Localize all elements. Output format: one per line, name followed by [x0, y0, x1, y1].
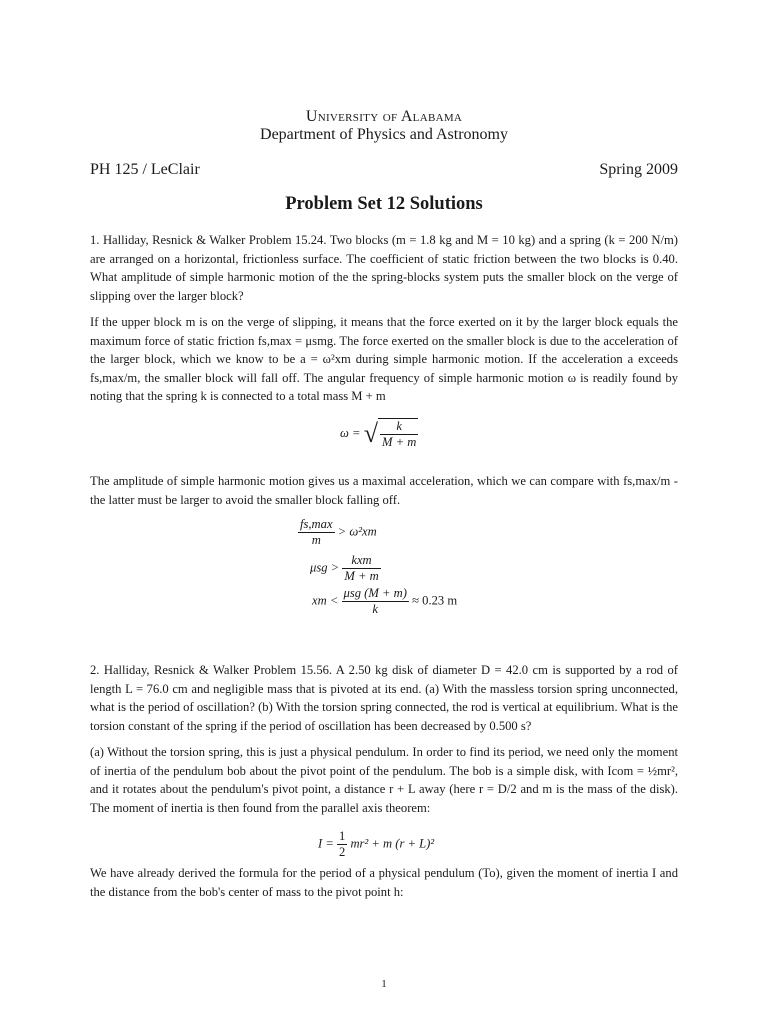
inequality-3 [312, 586, 457, 617]
page-number: 1 [381, 978, 387, 990]
problem2-statement: 2. Halliday, Resnick & Walker Problem 15.56. A 2.50 kg disk of diameter D = 42.0 cm is supported by a rod of length L = 76.0 cm and negligible mass that is pivoted at its end. (a) With the massless torsion spring unconnected, what is the period of oscillation? (b) With the torsion spring connected, the rod is vertical at equilibrium. What is the torsion constant of the spring if the period of oscillation has been decreased by 0.500 s? [90, 663, 678, 733]
ineq1-fraction [298, 517, 335, 548]
problem2-solution-b: We have already derived the formula for the period of a physical pendulum (To), given the moment of inertia I and the distance from the bob's center of mass to the pivot point h: [90, 866, 678, 899]
inertia-denominator: 2 [339, 845, 346, 859]
problem1-statement: 1. Halliday, Resnick & Walker Problem 15.24. Two blocks (m = 1.8 kg and M = 10 kg) and a spring (k = 200 N/m) are arranged on a horizontal, frictionless surface. The coefficient of static friction between the two blocks is 0.40. What amplitude of simple harmonic motion of the the spring-blocks system puts the smaller block on the verge of slipping over the larger block? [90, 233, 678, 303]
inequality-1 [298, 517, 377, 548]
university-name: University of Alabama [305, 108, 463, 125]
omega-equation [340, 418, 418, 450]
ineq2-denominator: M + m [344, 569, 379, 583]
ineq1-rhs: > ω²xm [337, 524, 377, 539]
radical-sign: √ [363, 419, 378, 448]
problem2-solution-a: (a) Without the torsion spring, this is just a physical pendulum. In order to find its period, we need only the moment of inertia of the pendulum bob about the pivot point of the pendulum. The bob is a simple disk, with Icom = ½mr², and it rotates about the pendulum's pivot point, a distance r + L away (here r = D/2 and m is the mass of the disk). The moment of inertia is then found from the parallel axis theorem: [90, 745, 678, 815]
ineq3-rhs: ≈ 0.23 m [412, 593, 458, 608]
square-root [364, 418, 419, 450]
inertia-lhs: I = [318, 836, 334, 851]
ineq2-numerator: kxm [342, 553, 380, 569]
ineq2-fraction [342, 553, 380, 584]
problem1-solution-paragraph1: If the upper block m is on the verge of slipping, it means that the force exerted on it by the larger block equals the maximum force of static friction fs,max = μsmg. The force exerted on the smaller block is due to the acceleration of the larger block, which we know to be a = ω²xm during simple harmonic motion. If the acceleration a exceeds fs,max/m, the smaller block will fall off. The angular frequency of simple harmonic motion ω is readily found by noting that the spring k is connected to a total mass M + m [90, 315, 678, 404]
ineq1-numerator: fs,max [300, 517, 333, 531]
ineq3-lhs: xm < [312, 593, 339, 608]
inertia-half-fraction [337, 829, 347, 860]
inertia-numerator: 1 [339, 829, 346, 843]
course-code: PH 125 / LeClair [90, 161, 200, 178]
department-name: Department of Physics and Astronomy [260, 126, 508, 143]
ineq1-denominator: m [311, 533, 321, 547]
page-title: Problem Set 12 Solutions [285, 194, 483, 214]
ineq3-numerator: μsg (M + m) [343, 586, 407, 600]
problem1-solution-paragraph2: The amplitude of simple harmonic motion gives us a maximal acceleration, which we can compare with fs,max/m - the latter must be larger to avoid the smaller block falling off. [90, 474, 678, 507]
omega-denominator: M + m [381, 435, 417, 449]
ineq2-lhs: μsg > [310, 560, 340, 575]
omega-numerator: k [380, 419, 418, 435]
inertia-equation [318, 829, 434, 860]
omega-fraction [380, 419, 418, 450]
term-label: Spring 2009 [599, 161, 678, 178]
inequality-2 [310, 553, 381, 584]
ineq3-denominator: k [372, 602, 379, 616]
inertia-rhs: mr² + m (r + L)² [350, 836, 435, 851]
omega-lhs: ω = [340, 425, 361, 440]
ineq3-fraction [342, 586, 409, 617]
